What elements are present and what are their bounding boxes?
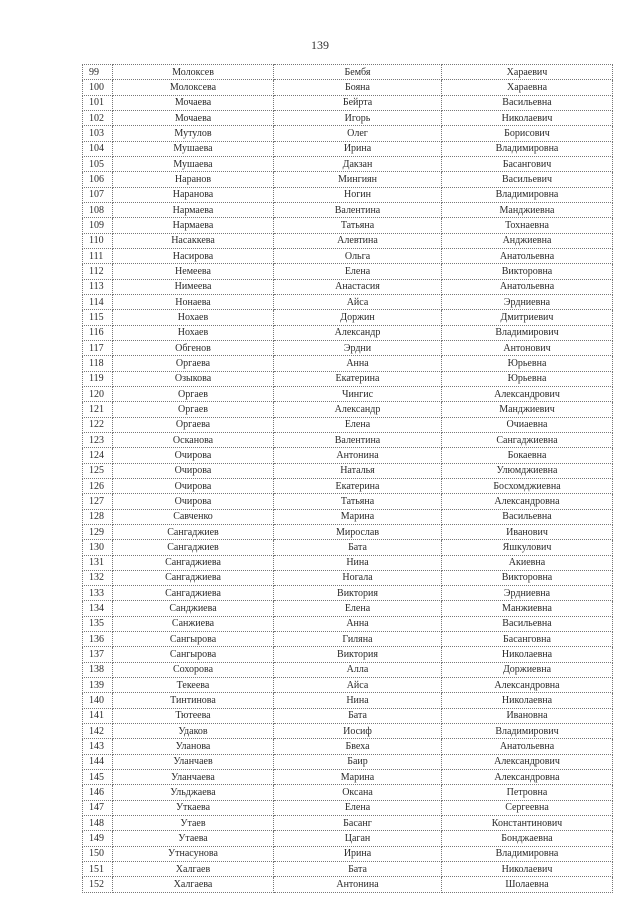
row-number-cell: 126 xyxy=(83,478,113,493)
table-row xyxy=(83,126,613,141)
row-number-cell: 143 xyxy=(83,739,113,754)
table-row xyxy=(83,816,613,831)
row-number-cell: 109 xyxy=(83,218,113,233)
row-number-cell: 111 xyxy=(83,248,113,263)
first-name-cell: Мингиян xyxy=(274,172,442,187)
table-row xyxy=(83,371,613,386)
table-row xyxy=(83,294,613,309)
table-row xyxy=(83,586,613,601)
first-name-cell: Доржин xyxy=(274,310,442,325)
table-row xyxy=(83,110,613,125)
last-name-cell: Удаков xyxy=(113,724,274,739)
first-name-cell: Валентина xyxy=(274,432,442,447)
patronymic-cell: Манжиевна xyxy=(442,601,613,616)
table-row xyxy=(83,356,613,371)
patronymic-cell: Николаевич xyxy=(442,110,613,125)
last-name-cell: Уткаева xyxy=(113,800,274,815)
patronymic-cell: Иванович xyxy=(442,524,613,539)
last-name-cell: Сангаджиева xyxy=(113,586,274,601)
table-row xyxy=(83,432,613,447)
table-row xyxy=(83,647,613,662)
row-number-cell: 134 xyxy=(83,601,113,616)
table-row xyxy=(83,80,613,95)
table-row xyxy=(83,187,613,202)
table-row xyxy=(83,540,613,555)
patronymic-cell: Улюмджиевна xyxy=(442,463,613,478)
last-name-cell: Утаева xyxy=(113,831,274,846)
last-name-cell: Молоксев xyxy=(113,65,274,80)
patronymic-cell: Владимирович xyxy=(442,724,613,739)
first-name-cell: Александр xyxy=(274,402,442,417)
row-number-cell: 99 xyxy=(83,65,113,80)
first-name-cell: Гиляна xyxy=(274,632,442,647)
first-name-cell: Екатерина xyxy=(274,478,442,493)
table-row xyxy=(83,570,613,585)
patronymic-cell: Анджиевна xyxy=(442,233,613,248)
patronymic-cell: Анатольевна xyxy=(442,248,613,263)
patronymic-cell: Николаевич xyxy=(442,862,613,877)
row-number-cell: 148 xyxy=(83,816,113,831)
row-number-cell: 102 xyxy=(83,110,113,125)
table-row xyxy=(83,417,613,432)
patronymic-cell: Александровна xyxy=(442,678,613,693)
patronymic-cell: Анатольевна xyxy=(442,279,613,294)
row-number-cell: 132 xyxy=(83,570,113,585)
patronymic-cell: Александрович xyxy=(442,386,613,401)
first-name-cell: Ирина xyxy=(274,141,442,156)
patronymic-cell: Юрьевна xyxy=(442,356,613,371)
table-row xyxy=(83,65,613,80)
first-name-cell: Анастасия xyxy=(274,279,442,294)
patronymic-cell: Васильевна xyxy=(442,616,613,631)
patronymic-cell: Васильевна xyxy=(442,509,613,524)
last-name-cell: Сангырова xyxy=(113,647,274,662)
patronymic-cell: Хараевна xyxy=(442,80,613,95)
last-name-cell: Немеева xyxy=(113,264,274,279)
row-number-cell: 103 xyxy=(83,126,113,141)
patronymic-cell: Басангович xyxy=(442,156,613,171)
last-name-cell: Оргаева xyxy=(113,356,274,371)
row-number-cell: 107 xyxy=(83,187,113,202)
patronymic-cell: Владимировна xyxy=(442,846,613,861)
row-number-cell: 119 xyxy=(83,371,113,386)
row-number-cell: 136 xyxy=(83,632,113,647)
first-name-cell: Нина xyxy=(274,555,442,570)
first-name-cell: Бата xyxy=(274,540,442,555)
table-row xyxy=(83,310,613,325)
table-row xyxy=(83,785,613,800)
row-number-cell: 118 xyxy=(83,356,113,371)
last-name-cell: Нимеева xyxy=(113,279,274,294)
roster-body xyxy=(83,65,613,893)
first-name-cell: Бембя xyxy=(274,65,442,80)
table-row xyxy=(83,218,613,233)
table-row xyxy=(83,325,613,340)
last-name-cell: Оргаева xyxy=(113,417,274,432)
last-name-cell: Санджиева xyxy=(113,601,274,616)
first-name-cell: Татьяна xyxy=(274,218,442,233)
last-name-cell: Мушаева xyxy=(113,141,274,156)
row-number-cell: 133 xyxy=(83,586,113,601)
first-name-cell: Бвеха xyxy=(274,739,442,754)
first-name-cell: Игорь xyxy=(274,110,442,125)
table-row xyxy=(83,846,613,861)
row-number-cell: 108 xyxy=(83,202,113,217)
table-row xyxy=(83,601,613,616)
last-name-cell: Наранова xyxy=(113,187,274,202)
row-number-cell: 151 xyxy=(83,862,113,877)
last-name-cell: Мочаева xyxy=(113,110,274,125)
last-name-cell: Насаккева xyxy=(113,233,274,248)
first-name-cell: Антонина xyxy=(274,448,442,463)
last-name-cell: Оргаев xyxy=(113,386,274,401)
last-name-cell: Тинтинова xyxy=(113,693,274,708)
last-name-cell: Сангаджиев xyxy=(113,540,274,555)
row-number-cell: 125 xyxy=(83,463,113,478)
patronymic-cell: Босхомджиевна xyxy=(442,478,613,493)
table-row xyxy=(83,831,613,846)
first-name-cell: Басанг xyxy=(274,816,442,831)
row-number-cell: 139 xyxy=(83,678,113,693)
patronymic-cell: Акиевна xyxy=(442,555,613,570)
last-name-cell: Мутулов xyxy=(113,126,274,141)
table-row xyxy=(83,678,613,693)
patronymic-cell: Эрдниевна xyxy=(442,294,613,309)
patronymic-cell: Викторовна xyxy=(442,264,613,279)
last-name-cell: Молоксева xyxy=(113,80,274,95)
row-number-cell: 121 xyxy=(83,402,113,417)
table-row xyxy=(83,402,613,417)
patronymic-cell: Константинович xyxy=(442,816,613,831)
patronymic-cell: Владимировна xyxy=(442,141,613,156)
patronymic-cell: Юрьевна xyxy=(442,371,613,386)
patronymic-cell: Владимирович xyxy=(442,325,613,340)
table-row xyxy=(83,279,613,294)
patronymic-cell: Петровна xyxy=(442,785,613,800)
first-name-cell: Эрдни xyxy=(274,340,442,355)
row-number-cell: 144 xyxy=(83,754,113,769)
first-name-cell: Бояна xyxy=(274,80,442,95)
last-name-cell: Утаев xyxy=(113,816,274,831)
first-name-cell: Антонина xyxy=(274,877,442,892)
row-number-cell: 104 xyxy=(83,141,113,156)
last-name-cell: Очирова xyxy=(113,463,274,478)
patronymic-cell: Александровна xyxy=(442,494,613,509)
table-row xyxy=(83,616,613,631)
first-name-cell: Бата xyxy=(274,862,442,877)
first-name-cell: Елена xyxy=(274,601,442,616)
patronymic-cell: Николаевна xyxy=(442,693,613,708)
roster-table xyxy=(82,64,613,893)
table-row xyxy=(83,448,613,463)
last-name-cell: Уланова xyxy=(113,739,274,754)
first-name-cell: Алла xyxy=(274,662,442,677)
last-name-cell: Обгенов xyxy=(113,340,274,355)
table-row xyxy=(83,555,613,570)
table-row xyxy=(83,141,613,156)
patronymic-cell: Бокаевна xyxy=(442,448,613,463)
row-number-cell: 141 xyxy=(83,708,113,723)
row-number-cell: 123 xyxy=(83,432,113,447)
first-name-cell: Виктория xyxy=(274,647,442,662)
last-name-cell: Нохаев xyxy=(113,310,274,325)
table-row xyxy=(83,264,613,279)
first-name-cell: Ирина xyxy=(274,846,442,861)
row-number-cell: 124 xyxy=(83,448,113,463)
last-name-cell: Очирова xyxy=(113,448,274,463)
last-name-cell: Нармаева xyxy=(113,202,274,217)
last-name-cell: Сангырова xyxy=(113,632,274,647)
first-name-cell: Мирослав xyxy=(274,524,442,539)
table-row xyxy=(83,693,613,708)
patronymic-cell: Бонджаевна xyxy=(442,831,613,846)
table-row xyxy=(83,662,613,677)
first-name-cell: Дакзан xyxy=(274,156,442,171)
first-name-cell: Оксана xyxy=(274,785,442,800)
last-name-cell: Осканова xyxy=(113,432,274,447)
first-name-cell: Нина xyxy=(274,693,442,708)
patronymic-cell: Тохнаевна xyxy=(442,218,613,233)
first-name-cell: Айса xyxy=(274,294,442,309)
last-name-cell: Мушаева xyxy=(113,156,274,171)
first-name-cell: Бейрта xyxy=(274,95,442,110)
row-number-cell: 116 xyxy=(83,325,113,340)
patronymic-cell: Ивановна xyxy=(442,708,613,723)
table-row xyxy=(83,156,613,171)
last-name-cell: Уланчаев xyxy=(113,754,274,769)
table-row xyxy=(83,233,613,248)
first-name-cell: Бата xyxy=(274,708,442,723)
last-name-cell: Сохорова xyxy=(113,662,274,677)
first-name-cell: Ольга xyxy=(274,248,442,263)
patronymic-cell: Басанговна xyxy=(442,632,613,647)
first-name-cell: Чингис xyxy=(274,386,442,401)
last-name-cell: Савченко xyxy=(113,509,274,524)
table-row xyxy=(83,172,613,187)
page-number: 139 xyxy=(311,38,329,52)
patronymic-cell: Манджиевна xyxy=(442,202,613,217)
last-name-cell: Ульджаева xyxy=(113,785,274,800)
last-name-cell: Мочаева xyxy=(113,95,274,110)
last-name-cell: Текеева xyxy=(113,678,274,693)
row-number-cell: 131 xyxy=(83,555,113,570)
last-name-cell: Очирова xyxy=(113,478,274,493)
first-name-cell: Елена xyxy=(274,417,442,432)
row-number-cell: 114 xyxy=(83,294,113,309)
last-name-cell: Оргаев xyxy=(113,402,274,417)
row-number-cell: 113 xyxy=(83,279,113,294)
last-name-cell: Халгаева xyxy=(113,877,274,892)
first-name-cell: Баир xyxy=(274,754,442,769)
patronymic-cell: Борисович xyxy=(442,126,613,141)
row-number-cell: 112 xyxy=(83,264,113,279)
table-row xyxy=(83,463,613,478)
first-name-cell: Елена xyxy=(274,264,442,279)
row-number-cell: 115 xyxy=(83,310,113,325)
last-name-cell: Халгаев xyxy=(113,862,274,877)
row-number-cell: 150 xyxy=(83,846,113,861)
first-name-cell: Ногала xyxy=(274,570,442,585)
last-name-cell: Насирова xyxy=(113,248,274,263)
table-row xyxy=(83,877,613,892)
row-number-cell: 122 xyxy=(83,417,113,432)
patronymic-cell: Антонович xyxy=(442,340,613,355)
row-number-cell: 106 xyxy=(83,172,113,187)
row-number-cell: 137 xyxy=(83,647,113,662)
first-name-cell: Анна xyxy=(274,616,442,631)
row-number-cell: 149 xyxy=(83,831,113,846)
patronymic-cell: Доржиевна xyxy=(442,662,613,677)
last-name-cell: Очирова xyxy=(113,494,274,509)
first-name-cell: Валентина xyxy=(274,202,442,217)
patronymic-cell: Яшкулович xyxy=(442,540,613,555)
patronymic-cell: Манджиевич xyxy=(442,402,613,417)
table-row xyxy=(83,800,613,815)
table-row xyxy=(83,386,613,401)
table-row xyxy=(83,478,613,493)
first-name-cell: Алевтина xyxy=(274,233,442,248)
patronymic-cell: Викторовна xyxy=(442,570,613,585)
patronymic-cell: Сергеевна xyxy=(442,800,613,815)
row-number-cell: 130 xyxy=(83,540,113,555)
first-name-cell: Олег xyxy=(274,126,442,141)
table-row xyxy=(83,770,613,785)
first-name-cell: Александр xyxy=(274,325,442,340)
row-number-cell: 100 xyxy=(83,80,113,95)
patronymic-cell: Шолаевна xyxy=(442,877,613,892)
row-number-cell: 120 xyxy=(83,386,113,401)
row-number-cell: 117 xyxy=(83,340,113,355)
patronymic-cell: Эрдниевна xyxy=(442,586,613,601)
row-number-cell: 152 xyxy=(83,877,113,892)
row-number-cell: 135 xyxy=(83,616,113,631)
last-name-cell: Уланчаева xyxy=(113,770,274,785)
patronymic-cell: Владимировна xyxy=(442,187,613,202)
last-name-cell: Озыкова xyxy=(113,371,274,386)
table-row xyxy=(83,862,613,877)
first-name-cell: Марина xyxy=(274,509,442,524)
first-name-cell: Иосиф xyxy=(274,724,442,739)
patronymic-cell: Очиаевна xyxy=(442,417,613,432)
last-name-cell: Наранов xyxy=(113,172,274,187)
row-number-cell: 105 xyxy=(83,156,113,171)
patronymic-cell: Васильевна xyxy=(442,95,613,110)
patronymic-cell: Хараевич xyxy=(442,65,613,80)
row-number-cell: 138 xyxy=(83,662,113,677)
last-name-cell: Сангаджиев xyxy=(113,524,274,539)
patronymic-cell: Дмитриевич xyxy=(442,310,613,325)
row-number-cell: 146 xyxy=(83,785,113,800)
row-number-cell: 128 xyxy=(83,509,113,524)
patronymic-cell: Анатольевна xyxy=(442,739,613,754)
row-number-cell: 145 xyxy=(83,770,113,785)
table-row xyxy=(83,340,613,355)
table-row xyxy=(83,509,613,524)
table-row xyxy=(83,95,613,110)
table-row xyxy=(83,754,613,769)
first-name-cell: Ногин xyxy=(274,187,442,202)
patronymic-cell: Николаевна xyxy=(442,647,613,662)
table-row xyxy=(83,724,613,739)
last-name-cell: Нохаев xyxy=(113,325,274,340)
first-name-cell: Айса xyxy=(274,678,442,693)
patronymic-cell: Александрович xyxy=(442,754,613,769)
table-row xyxy=(83,708,613,723)
table-row xyxy=(83,494,613,509)
first-name-cell: Цаган xyxy=(274,831,442,846)
first-name-cell: Татьяна xyxy=(274,494,442,509)
first-name-cell: Виктория xyxy=(274,586,442,601)
last-name-cell: Нармаева xyxy=(113,218,274,233)
first-name-cell: Наталья xyxy=(274,463,442,478)
last-name-cell: Тютеева xyxy=(113,708,274,723)
row-number-cell: 147 xyxy=(83,800,113,815)
table-row xyxy=(83,739,613,754)
row-number-cell: 142 xyxy=(83,724,113,739)
last-name-cell: Сангаджиева xyxy=(113,570,274,585)
first-name-cell: Анна xyxy=(274,356,442,371)
last-name-cell: Сангаджиева xyxy=(113,555,274,570)
last-name-cell: Санжиева xyxy=(113,616,274,631)
first-name-cell: Елена xyxy=(274,800,442,815)
row-number-cell: 101 xyxy=(83,95,113,110)
table-row xyxy=(83,524,613,539)
row-number-cell: 129 xyxy=(83,524,113,539)
table-row xyxy=(83,632,613,647)
table-row xyxy=(83,248,613,263)
patronymic-cell: Александровна xyxy=(442,770,613,785)
last-name-cell: Нонаева xyxy=(113,294,274,309)
row-number-cell: 127 xyxy=(83,494,113,509)
row-number-cell: 110 xyxy=(83,233,113,248)
first-name-cell: Марина xyxy=(274,770,442,785)
row-number-cell: 140 xyxy=(83,693,113,708)
first-name-cell: Екатерина xyxy=(274,371,442,386)
last-name-cell: Утнасунова xyxy=(113,846,274,861)
table-row xyxy=(83,202,613,217)
patronymic-cell: Сангаджиевна xyxy=(442,432,613,447)
patronymic-cell: Васильевич xyxy=(442,172,613,187)
